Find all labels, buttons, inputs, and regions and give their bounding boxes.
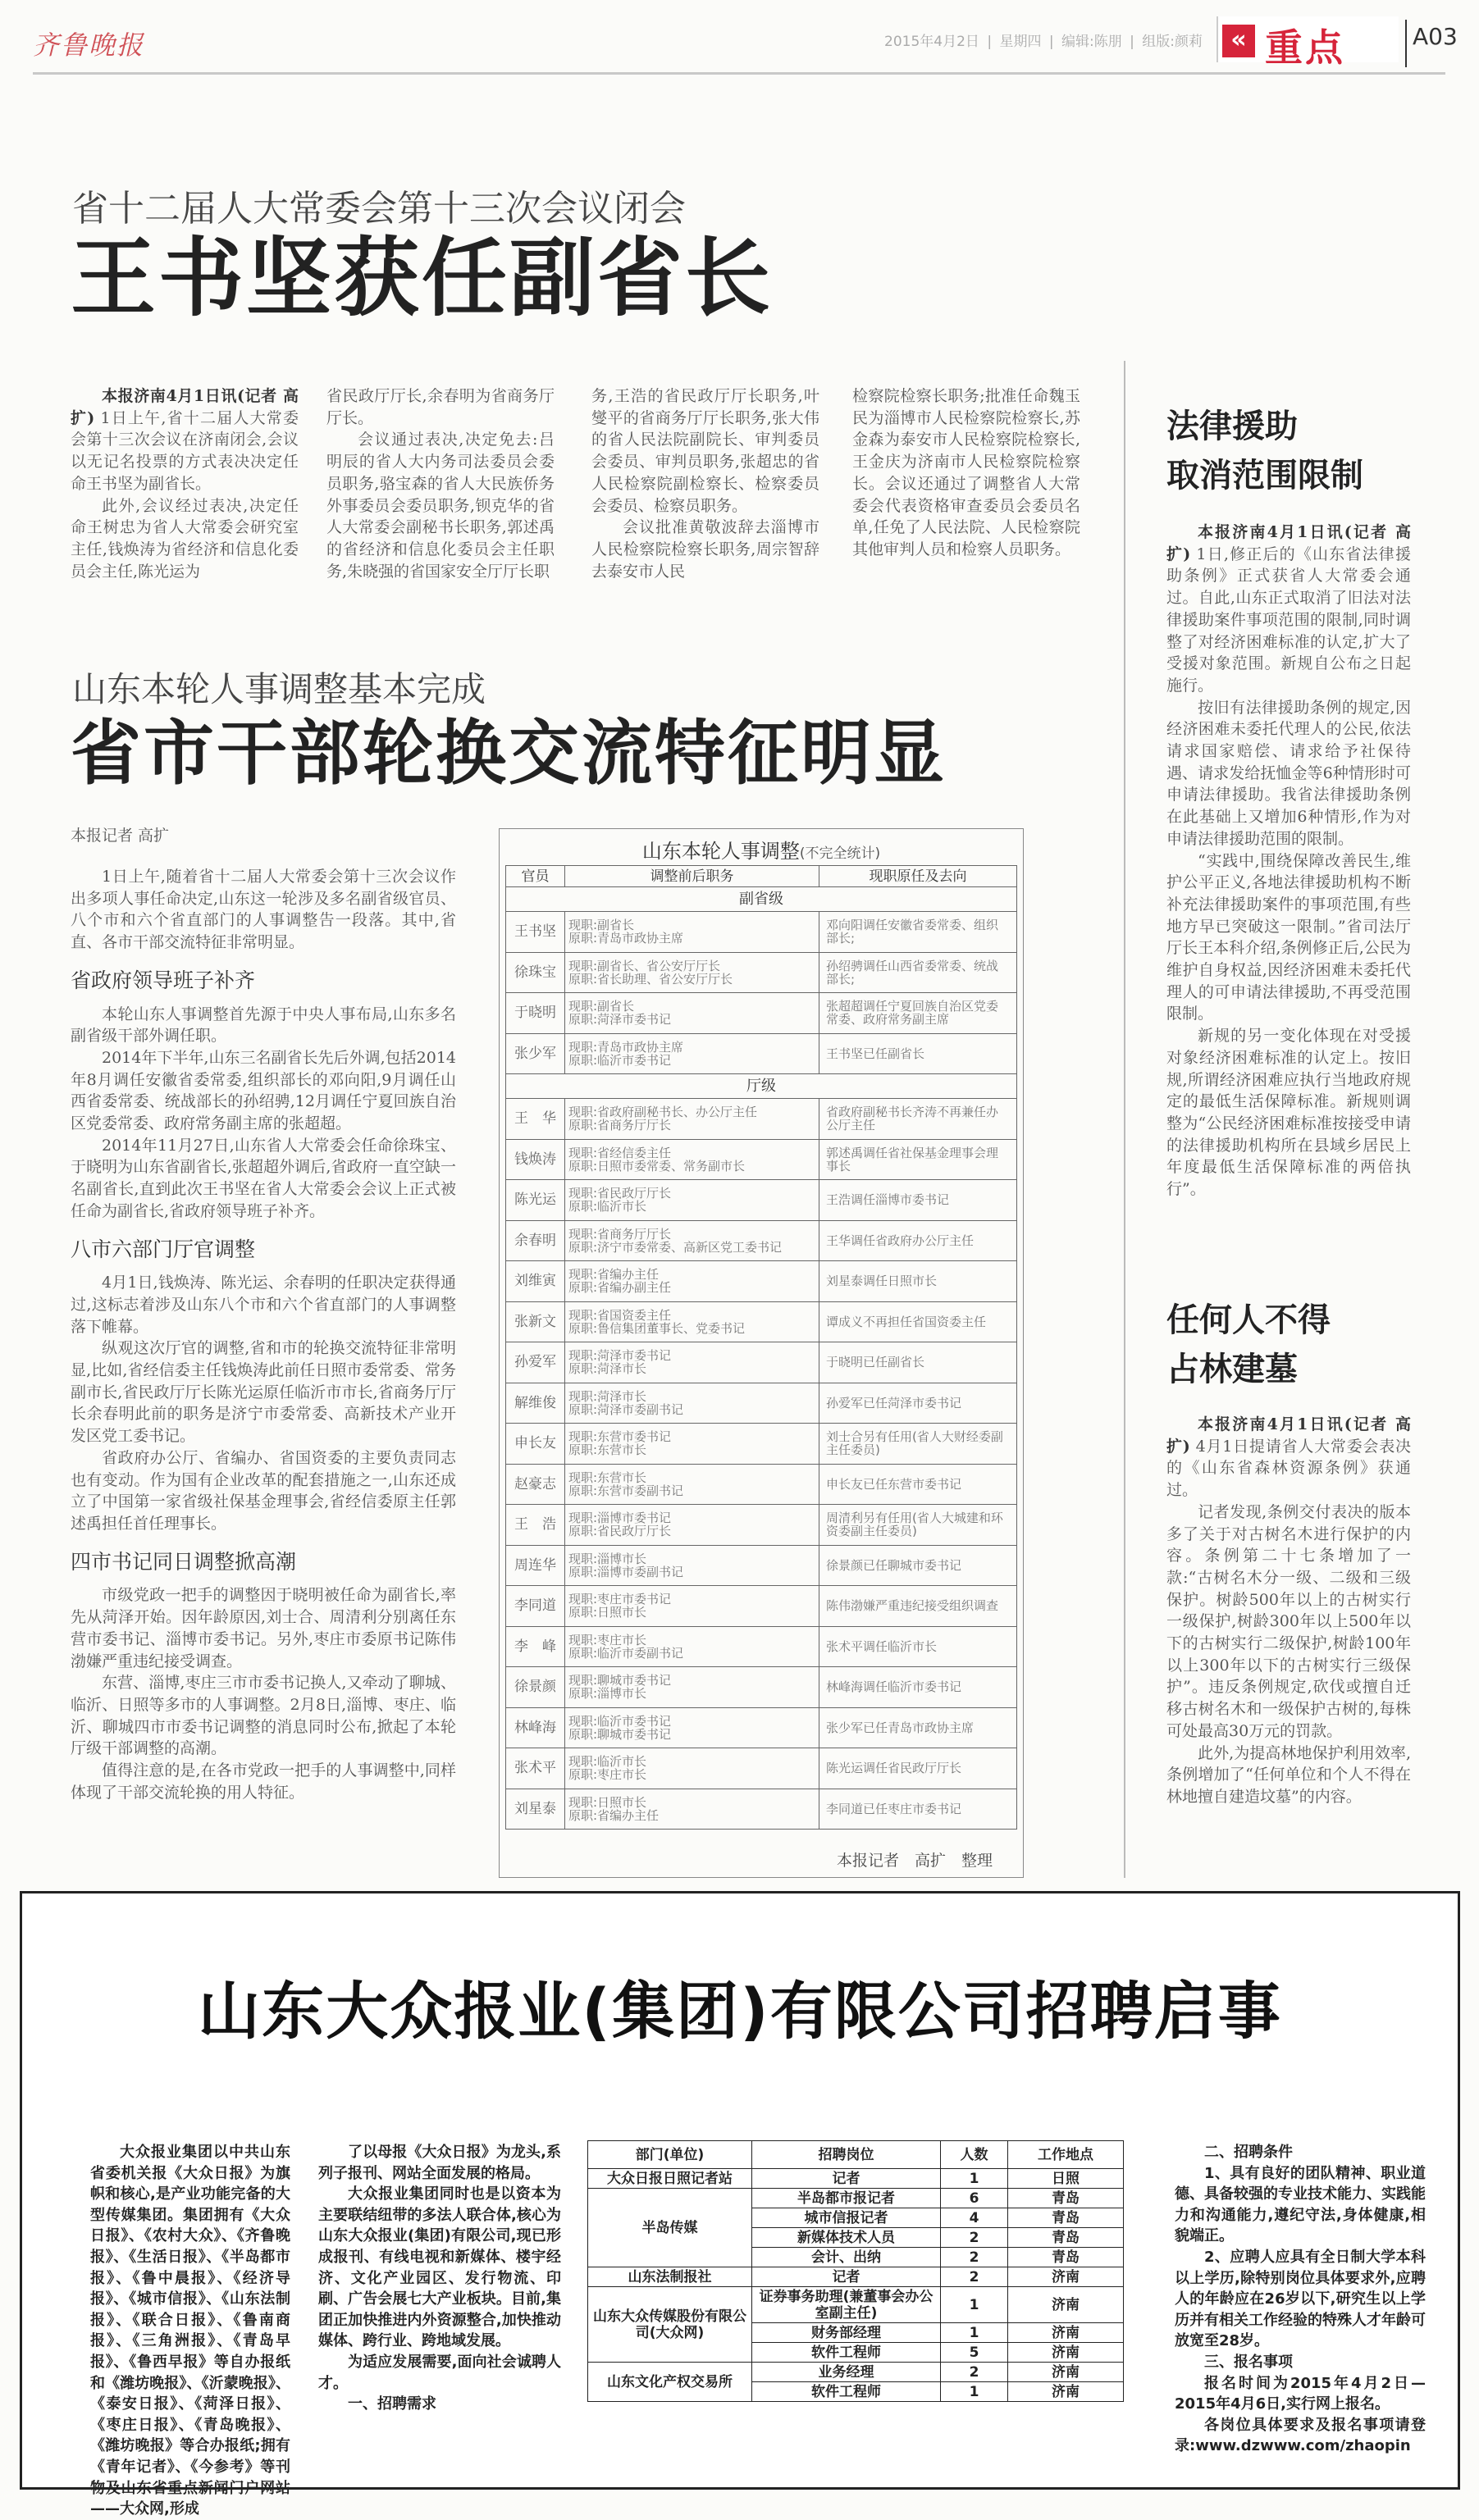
table-title: 山东本轮人事调整: [641, 840, 800, 863]
section-chevron-icon: «: [1222, 25, 1255, 57]
a1-col-3: 务,王浩的省民政厅厅长职务,叶燮平的省商务厅厅长职务,张大伟的省人民法院副院长、审判委员会委员、审判员职务,张超忠的省人民检察院副检察长、检察委员会委员、检察员职务。 会议批准黄敬波辞去淄博市人民检察院检察长职务,周宗智辞去泰安市人民: [591, 387, 819, 581]
table-row: [506, 1586, 1017, 1627]
post-cell: [565, 1464, 819, 1505]
page-number: A03: [1413, 23, 1458, 50]
origin-cell: 申长友已任东营市委书记: [819, 1464, 1017, 1505]
official-name: 张术平: [506, 1748, 565, 1789]
sidebar-rule: [1124, 361, 1125, 1878]
th-official: 官员: [506, 866, 565, 887]
official-name: 周连华: [506, 1545, 565, 1586]
origin-cell: 孙爱军已任菏泽市委书记: [819, 1383, 1017, 1424]
table-row: [506, 1139, 1017, 1180]
table-row: [506, 1180, 1017, 1221]
a2-body: 1日上午,随着省十二届人大常委会第十三次会议作出多项人事任命决定,山东这一轮涉及多名副省级官员、八个市和六个省直部门的人事调整告一段落。其中,省直、各市干部交流特征非常明显。 省政府领导班子补齐 本轮山东人事调整首先源于中央人事布局,山东多名副省级干部外调任职。 2014年下半年,山东三名副省长先后外调,包括2014年8月调任安徽省委常委,组织部长的邓向阳,9月调任山西省委常委、统战部长的孙绍骋,12月调任宁夏回族自治区党委常委、政府常务副主席的张超超。 2014年11月27日,山东省人大常委会任命徐珠宝、于晓明为山东省副省长,张超超外调后,省政府一直空缺一名副省长,直到此次王书坚在省人大常委会会议上正式被任命为副省长,省政府领导班子补齐。 八市六部门厅官调整 4月1日,钱焕涛、陈光运、余春明的任职决定获得通过,这标志着涉及山东八个市和六个省直部门的人事调整落下帷幕。 纵观这次厅官的调整,省和市的轮换交流特征非常明显,比如,省经信委主任钱焕涛此前任日照市委常委、常务副市长,省民政厅厅长陈光运原任临沂市市长,省商务厅厅长余春明此前的职务是济宁市委常委、高新技术产业开发区党工委书记。 省政府办公厅、省编办、省国资委的主要负责同志也有变动。作为国有企业改革的配套措施之一,山东还成立了中国第一家省级社保基金理事会,省经信委原主任郭述禹担任首任理事长。 四市书记同日调整掀高潮 市级党政一把手的调整因于晓明被任命为副省长,率先从菏泽开始。因年龄原因,刘士合、周清利分别离任东营市委书记、淄博市委书记。另外,枣庄市委原书记陈伟渤嫌严重违纪接受调查。 东营、淄博,枣庄三市市委书记换人,又牵动了聊城、临沂、日照等多市的人事调整。2月8日,淄博、枣庄、临沂、聊城四市市委书记调整的消息同时公布,掀起了本轮厅级干部调整的高潮。 值得注意的是,在各市党政一把手的人事调整中,同样体现了干部交流轮换的用人特征。: [71, 868, 456, 1802]
ad-col-3: 二、招聘条件 1、具有良好的团队精神、职业道德、具备较强的专业技术能力、实践能力和沟通能力,遵纪守法,身体健康,相貌端正。 2、应聘人应具有全日制大学本科以上学历,除特别岗位具体要求外,应聘人的年龄应在26岁以下,研究生以上学历并有相关工作经验的特殊人才年龄可放宽至28岁。 三、报名事项 报名时间为2015年4月2日—2015年4月6日,实行网上报名。 各岗位具体要求及报名事项请登录:www.dzwww.com/zhaopin: [1175, 2144, 1426, 2455]
official-name: 张少军: [506, 1033, 565, 1074]
former-post: 原职:省长助理、省公安厅厅长: [568, 971, 733, 987]
table-row: [506, 952, 1017, 993]
job-count: 1: [941, 2323, 1008, 2343]
former-post: 原职:日照市长: [568, 1605, 647, 1620]
job-row: [588, 2267, 1124, 2287]
former-post: 原职:淄博市长: [568, 1686, 647, 1702]
job-th-count: 人数: [941, 2141, 1008, 2169]
post-cell: [565, 1505, 819, 1546]
post-cell: [565, 1261, 819, 1302]
origin-cell: 周清利另有任用(省人大城建和环资委副主任委员): [819, 1505, 1017, 1546]
current-post: 现职:东营市长: [568, 1470, 647, 1485]
current-post: 现职:菏泽市长: [568, 1388, 647, 1404]
current-post: 现职:枣庄市委书记: [568, 1592, 672, 1607]
table-row: [506, 1301, 1017, 1342]
former-post: 原职:省编办副主任: [568, 1280, 672, 1296]
table-row: [506, 1667, 1017, 1708]
official-name: 刘维寅: [506, 1261, 565, 1302]
current-post: 现职:省商务厅厅长: [568, 1226, 672, 1242]
job-post: 软件工程师: [752, 2382, 941, 2402]
post-cell: [565, 1707, 819, 1748]
post-cell: [565, 1033, 819, 1074]
post-cell: [565, 952, 819, 993]
post-cell: [565, 993, 819, 1034]
current-post: 现职:临沂市委书记: [568, 1713, 672, 1729]
post-cell: [565, 1545, 819, 1586]
current-post: 现职:淄博市委书记: [568, 1511, 672, 1526]
former-post: 原职:省编办主任: [568, 1807, 660, 1823]
post-cell: [565, 1342, 819, 1383]
job-post: 记者: [752, 2267, 941, 2287]
post-cell: [565, 1383, 819, 1424]
a1-col-2: 省民政厅厅长,余春明为省商务厅厅长。 会议通过表决,决定免去:吕明辰的省人大内务司法委员会委员职务,骆宝森的省人大民族侨务外事委员会委员职务,钡克华的省人大常委会副秘书长职务,郭述禹的省经济和信息化委员会主任职务,朱晓强的省国家安全厅厅长职: [326, 387, 555, 581]
official-name: 陈光运: [506, 1180, 565, 1221]
job-table: [587, 2140, 1124, 2402]
job-place: 日照: [1008, 2169, 1124, 2189]
origin-cell: 陈光运调任省民政厅厅长: [819, 1748, 1017, 1789]
job-th-dept: 部门(单位): [588, 2141, 752, 2169]
official-name: 林峰海: [506, 1707, 565, 1748]
job-count: 1: [941, 2287, 1008, 2323]
masthead-logo: 齐鲁晚报: [33, 30, 145, 61]
post-cell: [565, 1180, 819, 1221]
former-post: 原职:济宁市委常委、高新区党工委书记: [568, 1239, 783, 1255]
origin-cell: 刘星泰调任日照市长: [819, 1261, 1017, 1302]
table-note: (不完全统计): [799, 845, 881, 862]
section-name: 重点: [1265, 25, 1345, 70]
official-name: 刘星泰: [506, 1789, 565, 1830]
origin-cell: 王书坚已任副省长: [819, 1033, 1017, 1074]
post-cell: [565, 912, 819, 953]
table-row: [506, 1342, 1017, 1383]
job-place: 青岛: [1008, 2208, 1124, 2228]
job-count: 5: [941, 2343, 1008, 2363]
a3-title-2: 取消范围限制: [1166, 457, 1363, 494]
former-post: 原职:淄博市委副书记: [568, 1564, 684, 1579]
origin-cell: 李同道已任枣庄市委书记: [819, 1789, 1017, 1830]
job-post: 业务经理: [752, 2363, 941, 2382]
section-vice-provincial: 副省级: [506, 887, 1017, 912]
masthead-info: 2015年4月2日 | 星期四 | 编辑:陈朋 | 组版:颜莉: [884, 34, 1203, 50]
current-post: 现职:省经信委主任: [568, 1145, 672, 1160]
table-credit: 本报记者 高扩 整理: [837, 1852, 993, 1870]
official-name: 王 浩: [506, 1505, 565, 1546]
former-post: 原职:菏泽市委书记: [568, 1012, 672, 1028]
current-post: 现职:聊城市委书记: [568, 1673, 672, 1688]
origin-cell: 王浩调任淄博市委书记: [819, 1180, 1017, 1221]
table-row: [506, 1033, 1017, 1074]
post-cell: [565, 1586, 819, 1627]
masthead: [0, 0, 1479, 78]
th-post: 调整前后职务: [565, 866, 819, 887]
official-name: 申长友: [506, 1424, 565, 1465]
origin-cell: 徐景颜已任聊城市委书记: [819, 1545, 1017, 1586]
post-cell: [565, 1789, 819, 1830]
current-post: 现职:日照市长: [568, 1794, 647, 1810]
former-post: 原职:东营市委副书记: [568, 1483, 684, 1498]
job-count: 2: [941, 2228, 1008, 2248]
post-cell: [565, 1667, 819, 1708]
post-cell: [565, 1626, 819, 1667]
former-post: 原职:鲁信集团董事长、党委书记: [568, 1320, 746, 1336]
job-post: 新媒体技术人员: [752, 2228, 941, 2248]
former-post: 原职:枣庄市长: [568, 1767, 647, 1783]
official-name: 徐景颜: [506, 1667, 565, 1708]
origin-cell: 张超超调任宁夏回族自治区党委常委、政府常务副主席: [819, 993, 1017, 1034]
personnel-table-title: [499, 835, 1024, 864]
current-post: 现职:副省长: [568, 918, 635, 933]
current-post: 现职:副省长: [568, 999, 635, 1014]
former-post: 原职:临沂市委书记: [568, 1052, 672, 1068]
current-post: 现职:副省长、省公安厅厅长: [568, 958, 721, 973]
current-post: 现职:枣庄市长: [568, 1632, 647, 1647]
origin-cell: 王华调任省政府办公厅主任: [819, 1220, 1017, 1261]
job-row: [588, 2287, 1124, 2323]
a1-kicker: 省十二届人大常委会第十三次会议闭会: [72, 188, 686, 230]
origin-cell: 郭述禹调任省社保基金理事会理事长: [819, 1139, 1017, 1180]
a4-title-2: 占林建墓: [1166, 1351, 1298, 1388]
designer: 组版:颜莉: [1142, 34, 1203, 50]
section-department: 厅级: [506, 1074, 1017, 1099]
post-cell: [565, 1220, 819, 1261]
a2-byline: 本报记者 高扩: [71, 827, 170, 845]
current-post: 现职:临沂市长: [568, 1754, 647, 1770]
origin-cell: 林峰海调任临沂市委书记: [819, 1667, 1017, 1708]
job-count: 2: [941, 2267, 1008, 2287]
origin-cell: 于晓明已任副省长: [819, 1342, 1017, 1383]
post-cell: [565, 1099, 819, 1140]
job-place: 济南: [1008, 2363, 1124, 2382]
job-place: 济南: [1008, 2323, 1124, 2343]
masthead-rule: [33, 72, 1445, 75]
a1-title: 王书坚获任副省长: [71, 228, 774, 328]
job-row: [588, 2363, 1124, 2382]
table-row: [506, 1261, 1017, 1302]
job-dept: 山东大众传媒股份有限公司(大众网): [588, 2287, 752, 2363]
table-row: [506, 1464, 1017, 1505]
current-post: 现职:菏泽市委书记: [568, 1348, 672, 1364]
table-row: [506, 1099, 1017, 1140]
former-post: 原职:聊城市委书记: [568, 1726, 672, 1742]
origin-cell: 省政府副秘书长齐涛不再兼任办公厅主任: [819, 1099, 1017, 1140]
table-row: [506, 1545, 1017, 1586]
table-row: [506, 1707, 1017, 1748]
post-cell: [565, 1424, 819, 1465]
job-post: 会计、出纳: [752, 2248, 941, 2267]
origin-cell: 刘士合另有任用(省人大财经委副主任委员): [819, 1424, 1017, 1465]
former-post: 原职:省商务厅厅长: [568, 1118, 672, 1133]
table-row: [506, 1748, 1017, 1789]
current-post: 现职:省民政厅厅长: [568, 1186, 672, 1201]
job-dept: 山东文化产权交易所: [588, 2363, 752, 2402]
official-name: 王书坚: [506, 912, 565, 953]
table-row: [506, 912, 1017, 953]
post-cell: [565, 1139, 819, 1180]
job-count: 4: [941, 2208, 1008, 2228]
job-th-post: 招聘岗位: [752, 2141, 941, 2169]
origin-cell: 谭成义不再担任省国资委主任: [819, 1301, 1017, 1342]
a1-col-4: 检察院检察长职务;批准任命魏玉民为淄博市人民检察院检察长,苏金森为泰安市人民检察院检察长,王金庆为济南市人民检察院检察长。会议还通过了调整省人大常委会代表资格审查委员会委员名单,任免了人民法院、人民检察院其他审判人员和检察人员职务。: [852, 387, 1080, 558]
job-place: 济南: [1008, 2382, 1124, 2402]
job-row: [588, 2189, 1124, 2208]
job-place: 济南: [1008, 2267, 1124, 2287]
former-post: 原职:省民政厅厅长: [568, 1524, 672, 1539]
former-post: 原职:临沂市委副书记: [568, 1645, 684, 1661]
job-place: 青岛: [1008, 2189, 1124, 2208]
origin-cell: 邓向阳调任安徽省委常委、组织部长;: [819, 912, 1017, 953]
current-post: 现职:青岛市政协主席: [568, 1039, 684, 1055]
official-name: 于晓明: [506, 993, 565, 1034]
former-post: 原职:菏泽市委副书记: [568, 1401, 684, 1417]
table-row: [506, 993, 1017, 1034]
official-name: 余春明: [506, 1220, 565, 1261]
job-post: 财务部经理: [752, 2323, 941, 2343]
job-place: 济南: [1008, 2343, 1124, 2363]
official-name: 赵豪志: [506, 1464, 565, 1505]
job-post: 证券事务助理(兼董事会办公室副主任): [752, 2287, 941, 2323]
job-place: 青岛: [1008, 2248, 1124, 2267]
job-dept: 大众日报日照记者站: [588, 2169, 752, 2189]
origin-cell: 张少军已任青岛市政协主席: [819, 1707, 1017, 1748]
job-dept: 半岛传媒: [588, 2189, 752, 2267]
origin-cell: 孙绍骋调任山西省委常委、统战部长;: [819, 952, 1017, 993]
ad-title: 山东大众报业(集团)有限公司招聘启事: [198, 1975, 1282, 2048]
official-name: 张新文: [506, 1301, 565, 1342]
a4-body: 本报济南4月1日讯(记者 高扩) 4月1日提请省人大常委会表决的《山东省森林资源条例》获通过。 记者发现,条例交付表决的版本多了关于对古树名木进行保护的内容。条例第二十七条增加了一款:“古树名木分一级、二级和三级保护。树龄500年以上的古树实行一级保护,树龄300年以上500年以下的古树实行二级保护,树龄100年以上300年以下的古树实行三级保护”。违反条例规定,砍伐或擅自迁移古树名木和一级保护古树的,每株可处最高30万元的罚款。 此外,为提高林地保护利用效率,条例增加了“任何单位和个人不得在林地擅自建造坟墓”的内容。: [1166, 1415, 1411, 1806]
job-post: 半岛都市报记者: [752, 2189, 941, 2208]
th-origin: 现职原任及去向: [819, 866, 1017, 887]
a4-title-1: 任何人不得: [1166, 1301, 1331, 1339]
a2-kicker: 山东本轮人事调整基本完成: [72, 669, 486, 709]
current-post: 现职:省政府副秘书长、办公厅主任: [568, 1105, 758, 1120]
table-row: [506, 1626, 1017, 1667]
former-post: 原职:东营市长: [568, 1442, 647, 1458]
job-dept: 山东法制报社: [588, 2267, 752, 2287]
job-place: 青岛: [1008, 2228, 1124, 2248]
former-post: 原职:临沂市长: [568, 1199, 647, 1214]
a3-body: 本报济南4月1日讯(记者 高扩) 1日,修正后的《山东省法律援助条例》正式获省人大常委会通过。自此,山东正式取消了旧法对法律援助案件事项范围的限制,同时调整了对经济困难标准的认定,扩大了受援对象范围。新规自公布之日起施行。 按旧有法律援助条例的规定,因经济困难未委托代理人的公民,依法请求国家赔偿、请求给予社保待遇、请求发给抚恤金等6种情形时可申请法律援助。我省法律援助条例在此基础上又增加6种情形,作为对申请法律援助范围的限制。 “实践中,围绕保障改善民生,维护公平正义,各地法律援助机构不断补充法律援助案件的事项范围,有些地方早已突破这一限制。”省司法厅厅长王本科介绍,条例修正后,公民为维护自身权益,因经济困难未委托代理人的可申请法律援助,不再受范围限制。 新规的另一变化体现在对受援对象经济困难标准的认定上。按旧规,所谓经济困难应执行当地政府规定的最低生活保障标准。新规则调整为“公民经济困难标准按接受申请的法律援助机构所在县域乡居民上年度最低生活保障标准的两倍执行”。: [1166, 523, 1411, 1199]
ad-col-1: 大众报业集团以中共山东省委机关报《大众日报》为旗帜和核心,是产业功能完备的大型传媒集团。集团拥有《大众日报》、《农村大众》、《齐鲁晚报》、《生活日报》、《半岛都市报》、《鲁中晨报》、《经济导报》、《城市信报》、《山东法制报》、《联合日报》、《鲁南商报》、《三角洲报》、《青岛早报》、《鲁西早报》等自办报纸和《潍坊晚报》、《沂蒙晚报》、《泰安日报》、《菏泽日报》、《枣庄日报》、《青岛晚报》、《潍坊晚报》等合办报纸;拥有《青年记者》、《今参考》等刊物及山东省重点新闻门户网站——大众网,形成: [90, 2144, 290, 2518]
official-name: 解维俊: [506, 1383, 565, 1424]
table-row: [506, 1505, 1017, 1546]
job-count: 1: [941, 2382, 1008, 2402]
post-cell: [565, 1301, 819, 1342]
former-post: 原职:青岛市政协主席: [568, 931, 684, 946]
a2-title: 省市干部轮换交流特征明显: [71, 713, 947, 795]
job-post: 城市信报记者: [752, 2208, 941, 2228]
ad-col-2: 了以母报《大众日报》为龙头,系列子报刊、网站全面发展的格局。 大众报业集团同时也是以资本为主要联结纽带的多法人联合体,核心为山东大众报业(集团)有限公司,现已形成报刊、有线电视和新媒体、楼宇经济、文化产业园区、发行物流、印刷、广告会展七大产业板块。目前,集团正加快推进内外资源整合,加快推动媒体、跨行业、跨地域发展。 为适应发展需要,面向社会诚聘人才。 一、招聘需求: [318, 2144, 561, 2413]
official-name: 钱焕涛: [506, 1139, 565, 1180]
job-place: 济南: [1008, 2287, 1124, 2323]
job-th-place: 工作地点: [1008, 2141, 1124, 2169]
official-name: 徐珠宝: [506, 952, 565, 993]
table-row: [506, 1424, 1017, 1465]
job-count: 1: [941, 2169, 1008, 2189]
current-post: 现职:省编办主任: [568, 1267, 660, 1283]
table-row: [506, 1220, 1017, 1261]
table-row: [506, 1789, 1017, 1830]
current-post: 现职:东营市委书记: [568, 1429, 672, 1445]
editor: 编辑:陈朋: [1061, 34, 1122, 50]
current-post: 现职:淄博市长: [568, 1551, 647, 1566]
post-cell: [565, 1748, 819, 1789]
official-name: 王 华: [506, 1099, 565, 1140]
former-post: 原职:日照市委常委、常务副市长: [568, 1158, 746, 1173]
personnel-table: [505, 865, 1017, 1830]
job-row: [588, 2169, 1124, 2189]
a3-title-1: 法律援助: [1166, 408, 1298, 445]
job-count: 2: [941, 2363, 1008, 2382]
weekday: 星期四: [999, 34, 1042, 50]
official-name: 孙爱军: [506, 1342, 565, 1383]
official-name: 李同道: [506, 1586, 565, 1627]
origin-cell: 张术平调任临沂市长: [819, 1626, 1017, 1667]
table-row: [506, 1383, 1017, 1424]
job-post: 软件工程师: [752, 2343, 941, 2363]
current-post: 现职:省国资委主任: [568, 1307, 672, 1323]
job-count: 6: [941, 2189, 1008, 2208]
a1-col-1: 本报济南4月1日讯(记者 高扩) 1日上午,省十二届人大常委会第十三次会议在济南闭会,会议以无记名投票的方式表决决定任命王书坚为副省长。 此外,会议经过表决,决定任命王树忠为省人大常委会研究室主任,钱焕涛为省经济和信息化委员会主任,陈光运为: [71, 387, 299, 581]
job-count: 2: [941, 2248, 1008, 2267]
job-post: 记者: [752, 2169, 941, 2189]
former-post: 原职:菏泽市长: [568, 1361, 647, 1377]
origin-cell: 陈伟渤嫌严重违纪接受组织调查: [819, 1586, 1017, 1627]
issue-date: 2015年4月2日: [884, 34, 979, 50]
official-name: 李 峰: [506, 1626, 565, 1667]
